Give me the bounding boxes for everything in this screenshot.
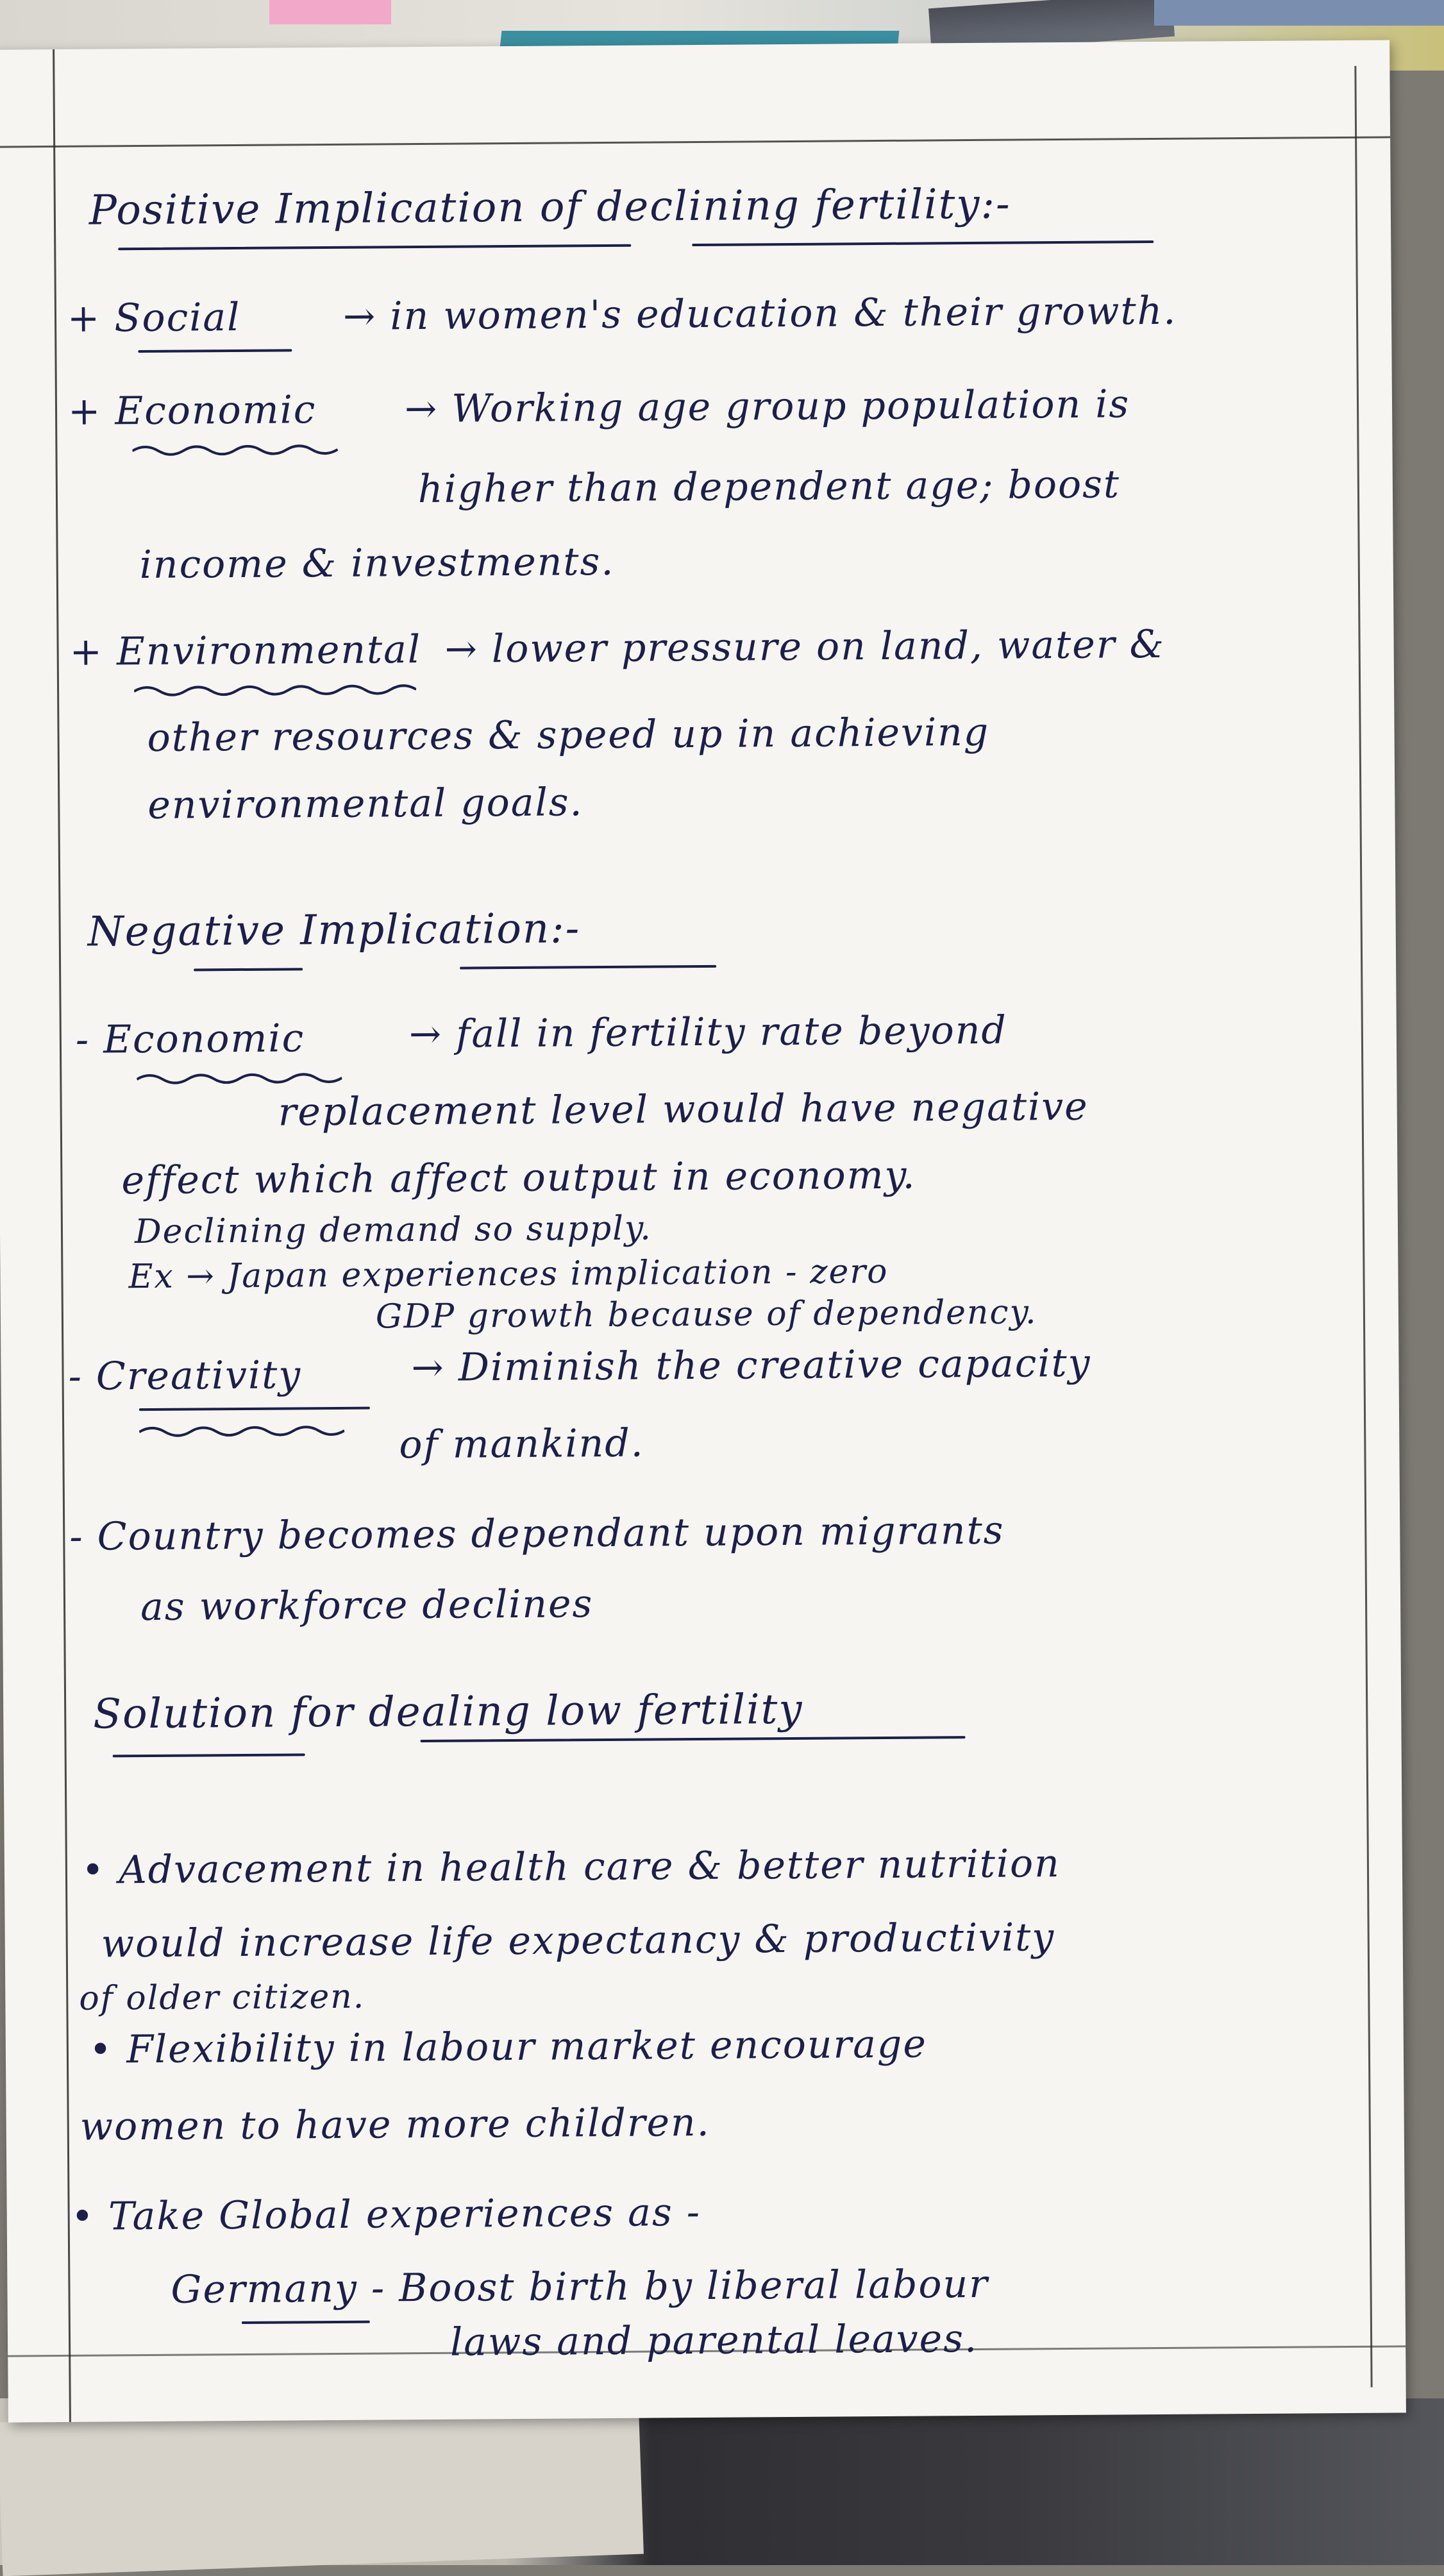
economic-text-1: → Working age group population is [404,382,1130,432]
social-label: + Social [67,294,241,341]
top-rule-line [0,136,1390,147]
heading-underline [692,240,1154,246]
positive-heading: Positive Implication of declining fertility:- [88,180,1011,235]
notebook-page [0,40,1406,2422]
creativity-text-1: → Diminish the creative capacity [411,1340,1091,1391]
heading-underline [421,1736,966,1742]
solution-point-3-line-3: laws and parental leaves. [449,2316,978,2365]
solution-point-3-line-2: Germany - Boost birth by liberal labour [171,2261,989,2312]
environmental-text-2: other resources & speed up in achieving [147,709,990,761]
economic-wavy-underline [132,442,350,459]
blue-object [1154,0,1444,26]
pink-paper-corner [269,0,391,24]
solution-heading: Solution for dealing low fertility [92,1685,803,1738]
neg-economic-text-6: GDP growth because of dependency. [375,1293,1037,1336]
solution-point-1-line-3: of older citizen. [79,1977,365,2018]
social-underline [138,349,292,353]
neg-economic-label: - Economic [75,1016,305,1063]
heading-underline [460,965,716,970]
environmental-wavy-underline [134,682,416,699]
economic-label: + Economic [67,387,317,434]
social-text: → in women's education & their growth. [342,288,1177,339]
negative-heading: Negative Implication:- [87,905,581,956]
loose-sheet [0,2400,644,2576]
country-text-1: - Country becomes dependant upon migrants [69,1508,1005,1560]
neg-economic-text-5: Ex → Japan experiences implication - zero [128,1252,889,1297]
creativity-wavy-underline [139,1423,344,1440]
creativity-text-2: of mankind. [399,1420,644,1468]
neg-economic-text-3: effect which affect output in economy. [121,1152,916,1204]
solution-point-2-line-1: • Flexibility in labour market encourage [88,2021,928,2073]
solution-point-2-line-2: women to have more children. [80,2100,710,2150]
solution-point-1-line-1: • Advacement in health care & better nutrition [81,1841,1061,1893]
environmental-text-1: → lower pressure on land, water & [444,621,1166,672]
neg-economic-text-1: → fall in fertility rate beyond [408,1007,1008,1057]
heading-underline [118,244,631,251]
heading-underline [194,968,303,971]
country-text-2: as workforce declines [140,1581,594,1630]
economic-text-2: higher than dependent age; boost [417,462,1121,512]
solution-point-1-line-2: would increase life expectancy & productivity [101,1915,1055,1967]
heading-underline [113,1753,305,1757]
creativity-underline [139,1407,370,1411]
environmental-text-3: environmental goals. [147,780,583,828]
right-border-line [1354,66,1372,2387]
neg-economic-wavy-underline [137,1070,342,1087]
creativity-label: - Creativity [68,1352,302,1399]
economic-text-3: income & investments. [139,539,615,588]
environmental-label: + Environmental [69,627,422,675]
solution-point-3-line-1: • Take Global experiences as - [71,2190,701,2239]
neg-economic-text-4: Declining demand so supply. [134,1209,653,1252]
germany-underline [242,2321,370,2324]
neg-economic-text-2: replacement level would have negative [278,1084,1089,1135]
